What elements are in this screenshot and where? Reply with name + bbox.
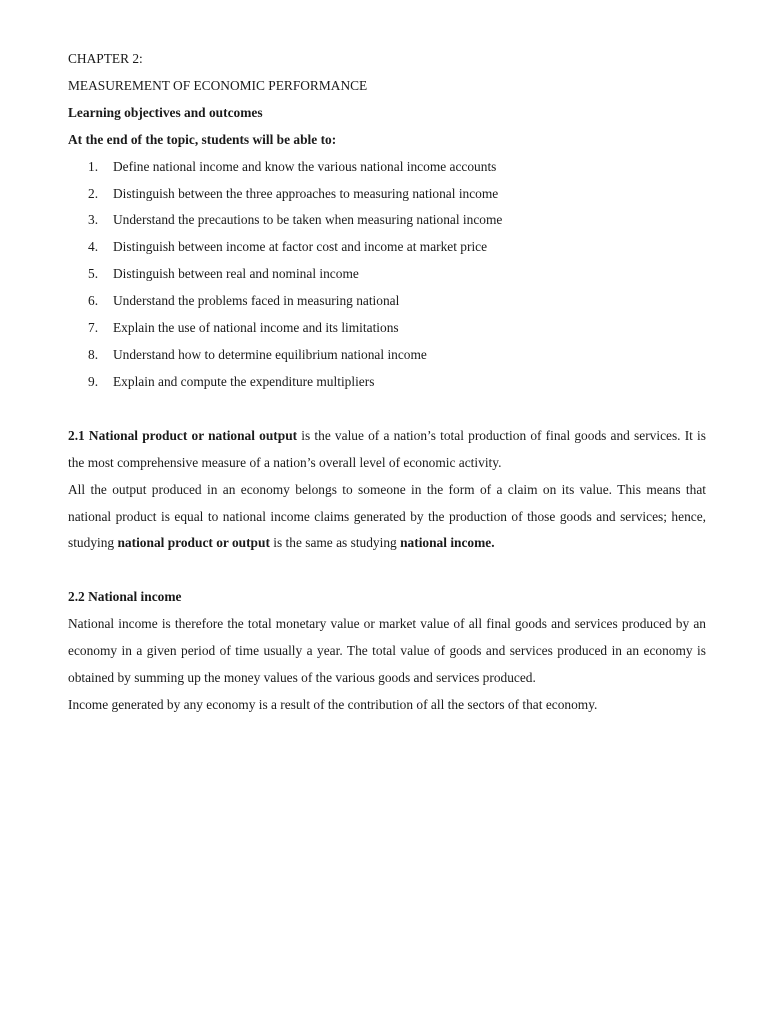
document-page	[68, 46, 706, 719]
objectives-list	[68, 154, 706, 396]
list-item	[68, 234, 706, 261]
list-item	[68, 154, 706, 181]
list-item-text: Understand the precautions to be taken when measuring national income	[113, 212, 503, 228]
list-item	[68, 315, 706, 342]
list-item-text: Understand the problems faced in measuring national	[113, 293, 400, 309]
section-2-1-p1-text: is the value of a nation’s total production of final goods and services. It is the most comprehensive measure of a nation’s overall level of economic activity.	[68, 427, 706, 470]
list-item-text: Understand how to determine equilibrium national income	[113, 346, 427, 362]
objectives-heading: Learning objectives and outcomes	[68, 104, 263, 120]
section-2-1-p2-text-mid: is the same as studying	[269, 535, 401, 551]
section-2-2	[68, 584, 706, 719]
objectives-intro: At the end of the topic, students will be able to:	[68, 131, 337, 147]
list-item	[68, 181, 706, 208]
list-item-text: Explain and compute the expenditure multipliers	[113, 373, 375, 389]
list-item-number: 1.	[88, 158, 99, 174]
section-2-1-paragraph-1	[68, 423, 706, 477]
list-item-number: 8.	[88, 346, 99, 362]
section-2-1-heading: 2.1 National product or national output	[68, 427, 298, 443]
section-2-1-p2-text-start: All the output produced in an economy belongs to someone in the form of a claim on its value. This means that national product is equal to national income claims generated by the production of those goods and services; hence, studying	[68, 481, 706, 551]
list-item-number: 9.	[88, 373, 99, 389]
list-item-text: Define national income and know the various national income accounts	[113, 158, 497, 174]
section-2-2-paragraph-1: National income is therefore the total monetary value or market value of all final goods and services produced by an economy in a given period of time usually a year. The total value of goods and services produced in an economy is obtained by summing up the money values of the various goods and services produced.	[68, 616, 706, 686]
chapter-title: MEASUREMENT OF ECONOMIC PERFORMANCE	[68, 77, 368, 93]
list-item-text: Distinguish between the three approaches to measuring national income	[113, 185, 499, 201]
list-item-number: 7.	[88, 320, 99, 336]
list-item-number: 2.	[88, 185, 99, 201]
list-item-number: 3.	[88, 212, 99, 228]
list-item	[68, 369, 706, 396]
list-item	[68, 342, 706, 369]
list-item-text: Distinguish between income at factor cost and income at market price	[113, 239, 488, 255]
list-item-number: 5.	[88, 266, 99, 282]
list-item	[68, 288, 706, 315]
section-2-2-heading: 2.2 National income	[68, 589, 182, 605]
section-2-1-p2-bold-term-2: national income.	[400, 535, 495, 551]
list-item-text: Explain the use of national income and its limitations	[113, 320, 399, 336]
section-2-2-paragraph-2: Income generated by any economy is a result of the contribution of all the sectors of that economy.	[68, 696, 598, 712]
list-item-text: Distinguish between real and nominal income	[113, 266, 359, 282]
chapter-label: CHAPTER 2:	[68, 51, 143, 66]
list-item	[68, 207, 706, 234]
list-item-number: 4.	[88, 239, 99, 255]
section-2-1	[68, 423, 706, 558]
list-item	[68, 261, 706, 288]
section-2-1-p2-bold-term-1: national product or output	[117, 535, 270, 551]
list-item-number: 6.	[88, 293, 99, 309]
section-2-1-paragraph-2	[68, 477, 706, 558]
